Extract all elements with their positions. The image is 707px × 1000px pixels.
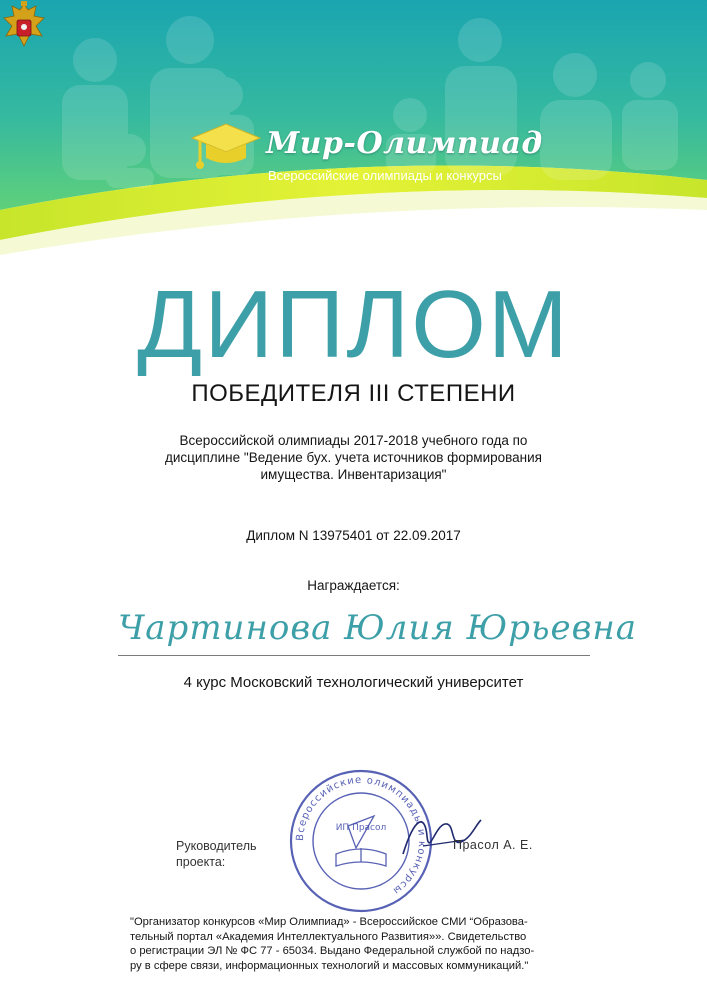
stamp-ring-text: Всероссийские олимпиады и конкурсы xyxy=(294,774,428,897)
recipient-affiliation: 4 курс Московский технологический университет xyxy=(183,674,524,691)
awarded-label: Награждается: xyxy=(307,578,400,593)
logo-subtitle: Всероссийские олимпиады и конкурсы xyxy=(268,168,502,183)
signature-role-line: Руководитель xyxy=(176,839,257,853)
olympiad-description xyxy=(150,432,557,483)
mir-olimpiad-logo xyxy=(190,118,543,193)
signatory-name: Прасол А. Е. xyxy=(453,838,533,852)
russian-coat-of-arms-icon xyxy=(0,0,48,52)
footer-line: тельный портал «Академия Интеллектуального Развития»». Свидетельство xyxy=(130,930,527,943)
diploma-title: ДИПЛОМ xyxy=(137,271,570,378)
recipient-underline xyxy=(118,655,590,656)
footer-line: ру в сфере связи, информационных технологий и массовых коммуникаций." xyxy=(130,959,529,972)
recipient-name: Чартинова Юлия Юрьевна xyxy=(118,608,638,648)
graduation-cap-icon xyxy=(190,118,262,178)
signature-role xyxy=(176,838,286,870)
footer-legal-note xyxy=(130,915,580,973)
signature-role-line: проекта: xyxy=(176,855,226,869)
footer-line: о регистрации ЭЛ № ФС 77 - 65034. Выдано Федеральной службой по надзо- xyxy=(130,945,535,957)
logo-title: Мир-Олимпиад xyxy=(266,126,543,161)
stamp-inner-text: ИП Прасол xyxy=(335,823,387,833)
description-line: имущества. Инвентаризация" xyxy=(260,467,447,482)
description-line: Всероссийской олимпиады 2017-2018 учебного года по xyxy=(179,433,528,448)
footer-line: "Организатор конкурсов «Мир Олимпиад» - Всероссийское СМИ “Образова- xyxy=(130,916,528,928)
description-line: дисциплине "Ведение бух. учета источников формирования xyxy=(165,450,542,465)
handwritten-signature xyxy=(395,806,485,866)
diploma-number: Диплом N 13975401 от 22.09.2017 xyxy=(246,528,461,543)
header-banner xyxy=(0,0,707,255)
diploma-subtitle: ПОБЕДИТЕЛЯ III СТЕПЕНИ xyxy=(191,380,516,407)
